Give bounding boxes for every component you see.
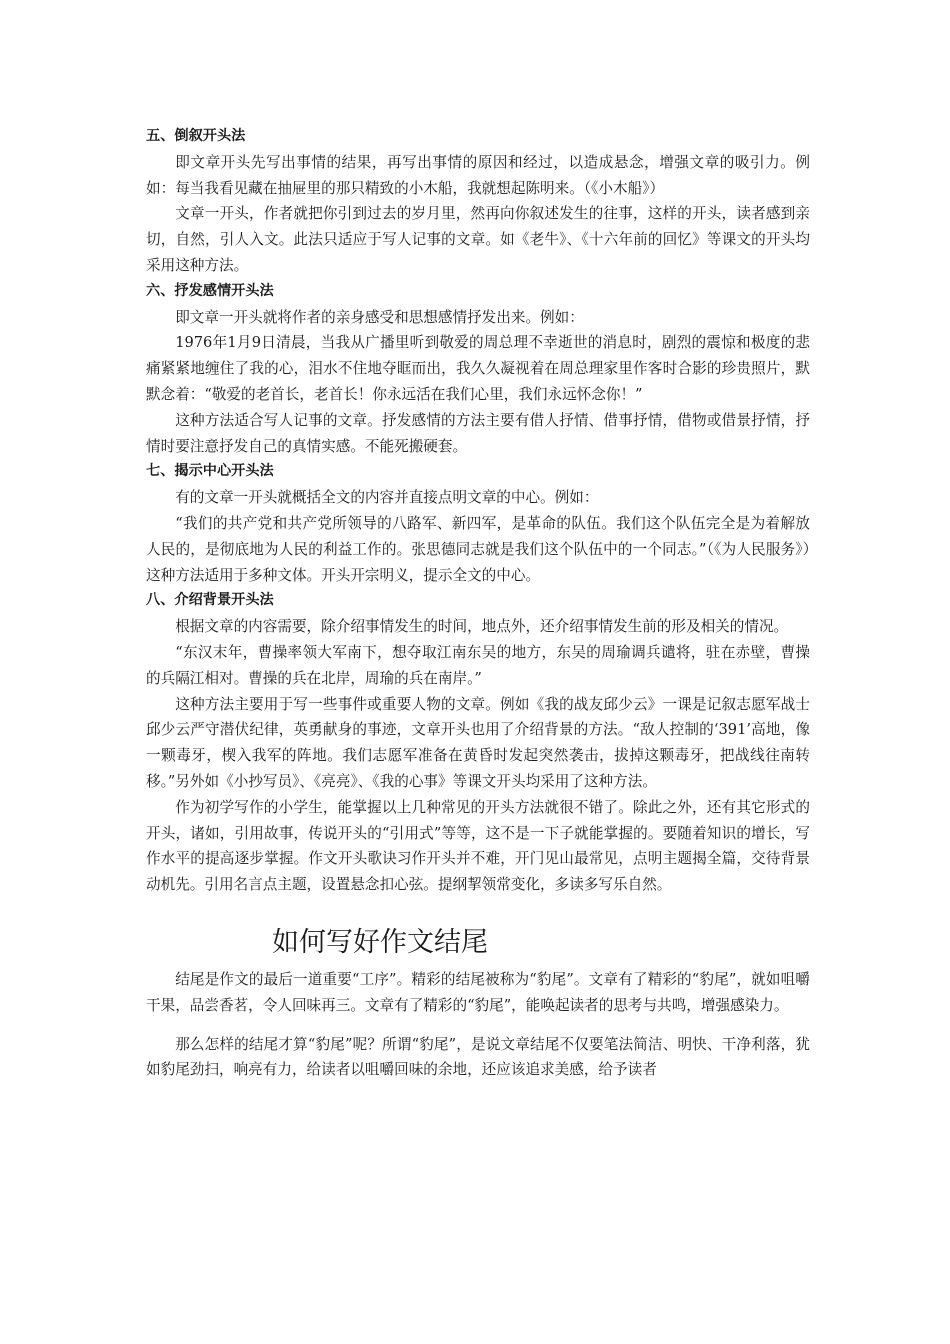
paragraph: “我们的共产党和共产党所领导的八路军、新四军，是革命的队伍。我们这个队伍完全是为着解放人民的，是彻底地为人民的利益工作的。张思德同志就是我们这个队伍中的一个同志。”（《为人民服务》）这种方法适用于多种文体。开头开宗明义，提示全文的中心。: [146, 514, 810, 584]
section-heading: 六、抒发感情开头法: [146, 282, 274, 299]
paragraph: 根据文章的内容需要，除介绍事情发生的时间，地点外，还介绍事情发生前的形及相关的情况。: [175, 618, 789, 636]
article-title: 如何写好作文结尾: [272, 926, 488, 958]
paragraph: 1976年1月9日清晨，当我从广播里听到敬爱的周总理不幸逝世的消息时，剧烈的震惊和极度的悲痛紧紧地缠住了我的心，泪水不住地夺眶而出，我久久凝视着在周总理家里作客时合影的珍贵照片，默默念着：“敬爱的老首长，老首长！你永远活在我们心里，我们永远怀念你！”: [146, 334, 810, 403]
paragraph: 这种方法适合写人记事的文章。抒发感情的方法主要有借人抒情、借事抒情，借物或借景抒情，抒情时要注意抒发自己的真情实感。不能死搬硬套。: [146, 411, 810, 455]
paragraph-gap: [146, 1019, 810, 1032]
paragraph: 即文章开头先写出事情的结果，再写出事情的原因和经过，以造成悬念，增强文章的吸引力。例如：每当我看见藏在抽屉里的那只精致的小木船，我就想起陈明来。（《小木船》）: [146, 153, 810, 197]
section-heading: 七、揭示中心开头法: [146, 463, 274, 480]
document-body: [146, 124, 810, 1083]
paragraph: 那么怎样的结尾才算“豹尾”呢？所谓“豹尾”，是说文章结尾不仅要笔法简洁、明快、干净利落，犹如豹尾劲扫，响亮有力，给读者以咀嚼回味的余地，还应该追求美感，给予读者: [146, 1035, 810, 1079]
section-heading: 五、倒叙开头法: [146, 128, 246, 144]
paragraph: 作为初学写作的小学生，能掌握以上几种常见的开头方法就很不错了。除此之外，还有其它形式的开头，诸如，引用故事，传说开头的“引用式”等等，这不是一下子就能掌握的。要随着知识的增长，写作水平的提高逐步掌握。作文开头歌诀习作开头并不难，开门见山最常见，点明主题揭全篇，交待背景动机先。引用名言点主题，设置悬念扣心弦。提纲挈领常变化，多读多写乐自然。: [146, 798, 810, 894]
paragraph: 结尾是作文的最后一道重要“工序”。精彩的结尾被称为“豹尾”。文章有了精彩的“豹尾”，就如咀嚼干果，品尝香茗，令人回味再三。文章有了精彩的“豹尾”，能唤起读者的思考与共鸣，增强感染力。: [146, 970, 810, 1014]
paragraph: 有的文章一开头就概括全文的内容并直接点明文章的中心。例如：: [175, 489, 599, 507]
paragraph: “东汉末年，曹操率领大军南下，想夺取江南东吴的地方，东吴的周瑜调兵谴将，驻在赤壁，曹操的兵隔江相对。曹操的兵在北岸，周瑜的兵在南岸。”: [146, 643, 810, 687]
paragraph: 即文章一开头就将作者的亲身感受和思想感情抒发出来。例如：: [175, 308, 584, 326]
paragraph: 这种方法主要用于写一些事件或重要人物的文章。例如《我的战友邱少云》一课是记叙志愿军战士邱少云严守潜伏纪律，英勇献身的事迹，文章开头也用了介绍背景的方法。“敌人控制的‘391’高地，像一颗毒牙，楔入我军的阵地。我们志愿军准备在黄昏时发起突然袭击，拔掉这颗毒牙，把战线往南转移。”另外如《小抄写员》、《亮亮》、《我的心事》等课文开头均采用了这种方法。: [146, 695, 810, 790]
section-heading: 八、介绍背景开头法: [146, 592, 274, 609]
paragraph: 文章一开头，作者就把你引到过去的岁月里，然再向你叙述发生的往事，这样的开头，读者感到亲切，自然，引人入文。此法只适应于写人记事的文章。如《老牛》、《十六年前的回忆》等课文的开头均采用这种方法。: [146, 205, 810, 274]
